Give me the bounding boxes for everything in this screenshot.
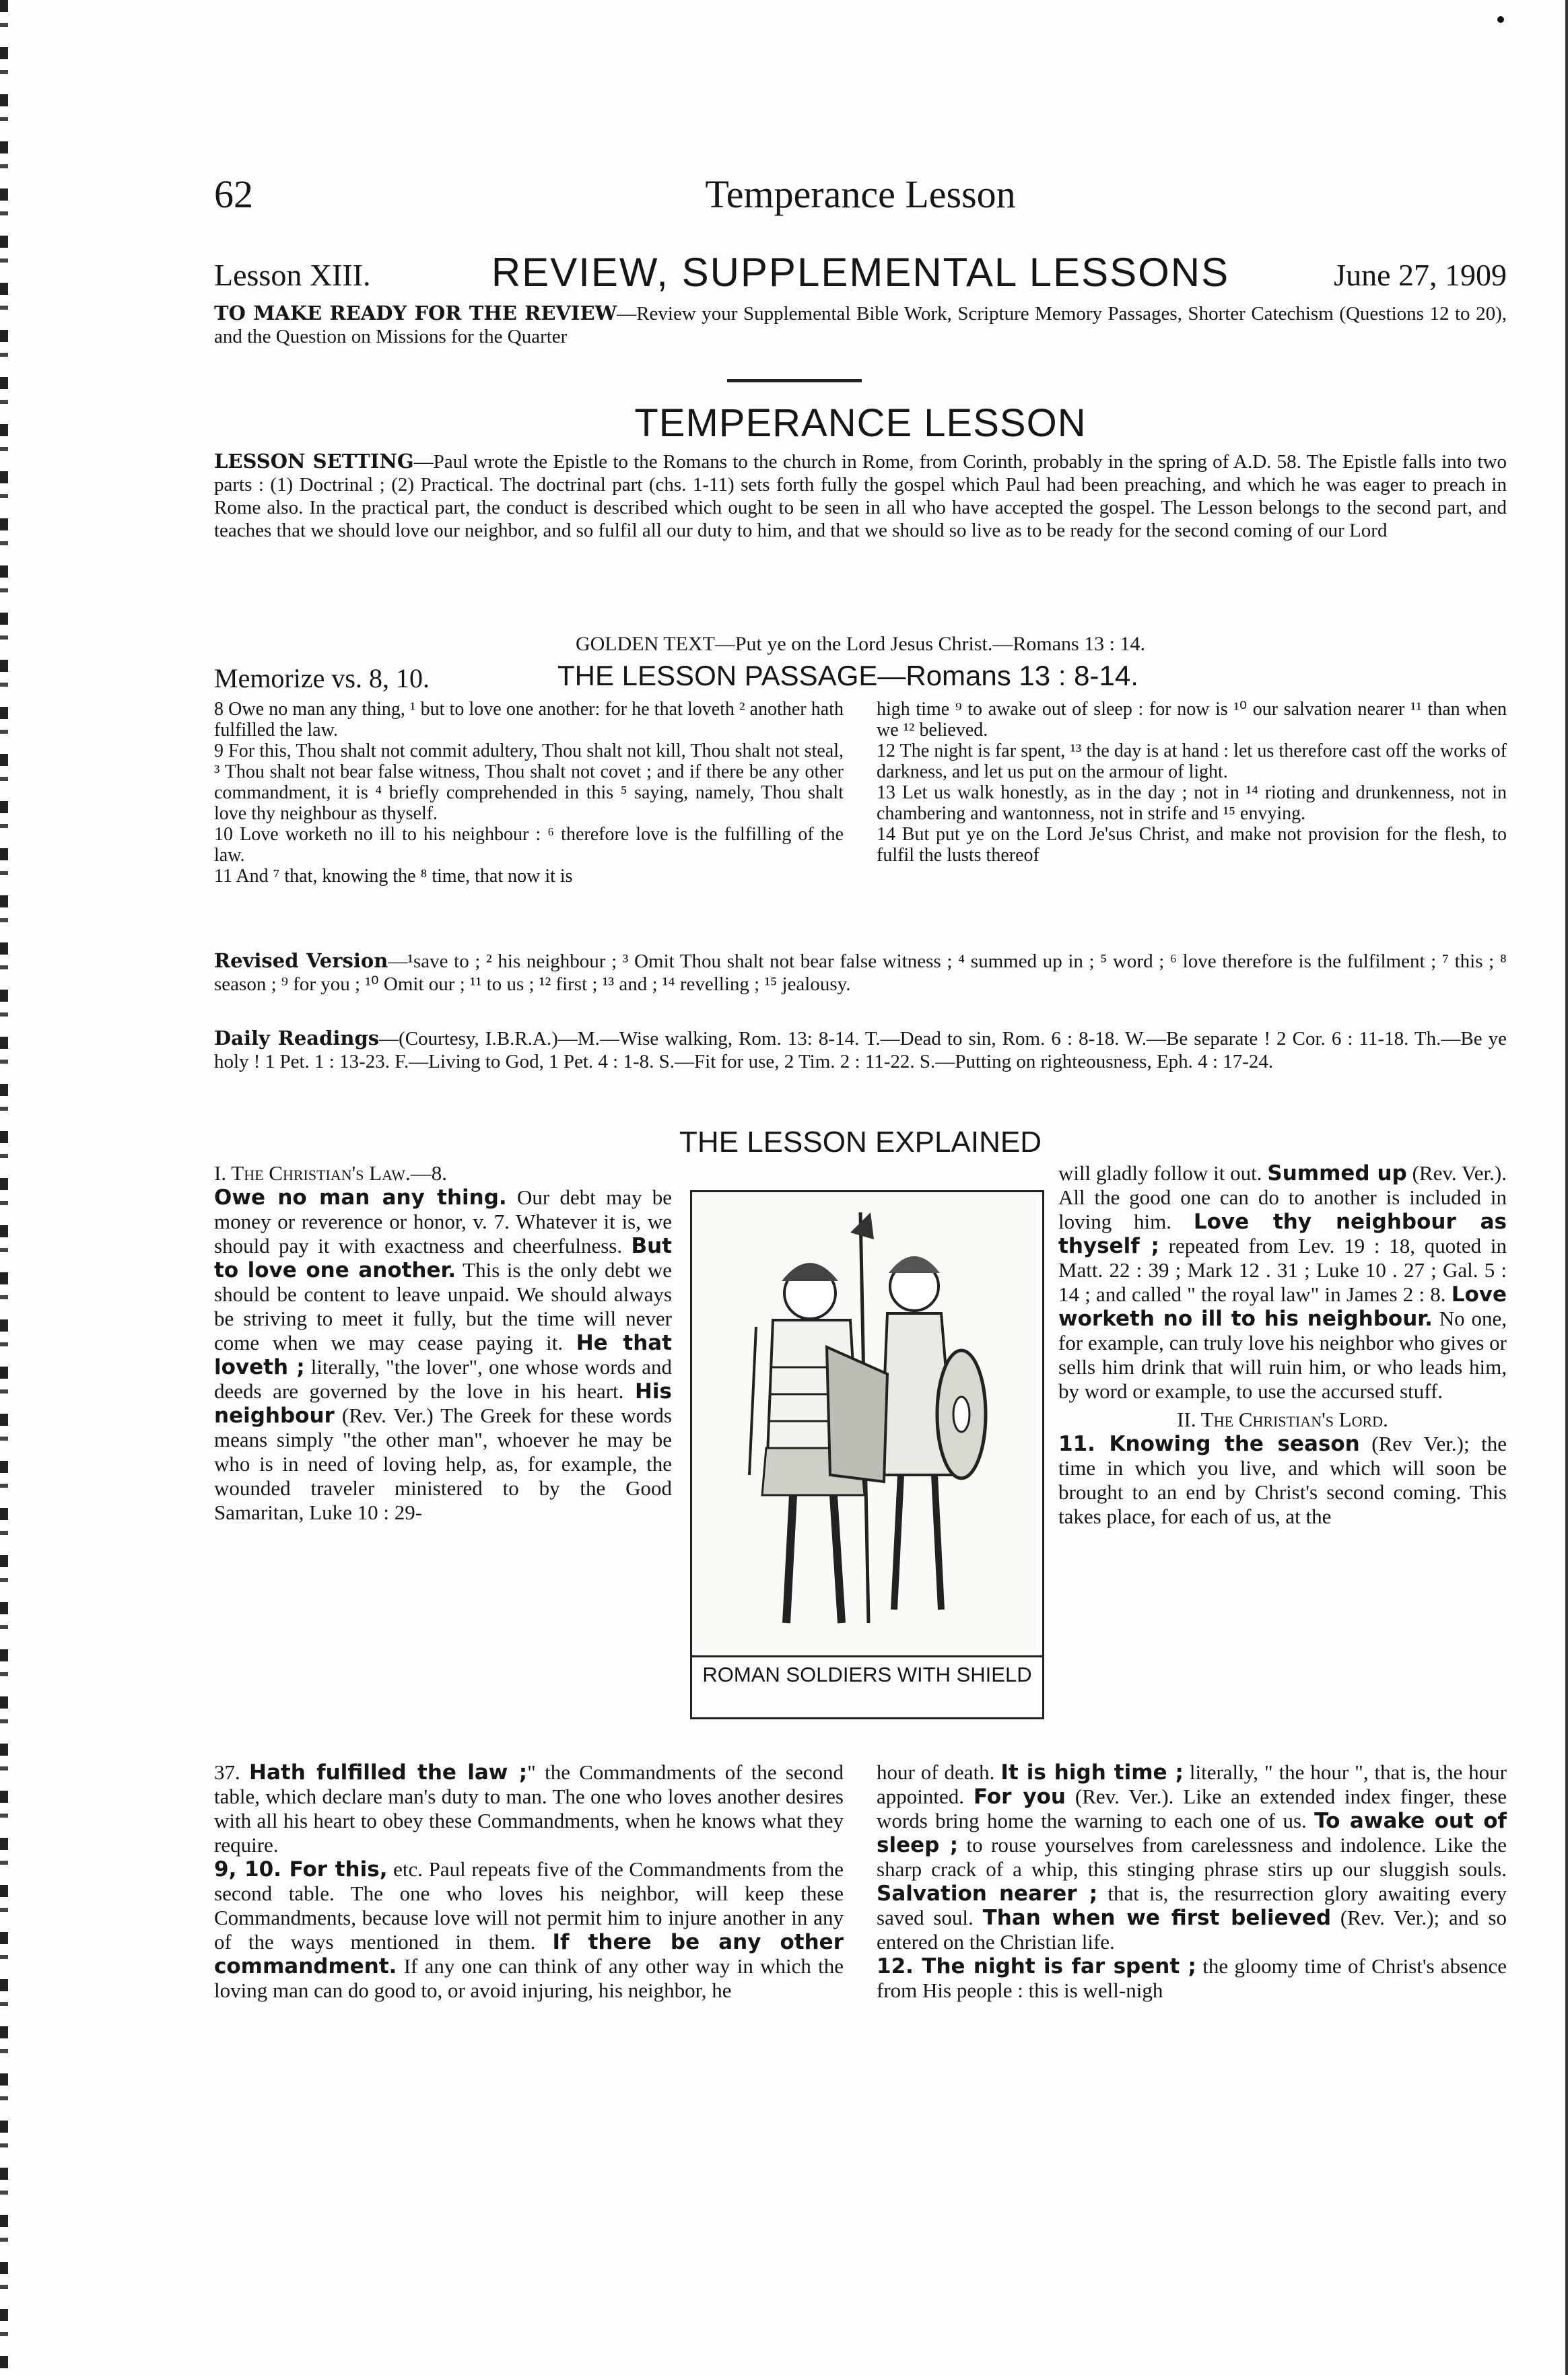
verse-13: 13 Let us walk honestly, as in the day ; not in ¹⁴ rioting and drunkenness, not in chambering and wantonness, not in strife and ¹⁵ envying. bbox=[877, 782, 1507, 824]
explained-left-column bbox=[214, 1161, 672, 1525]
verse-12: 12 The night is far spent, ¹³ the day is at hand : let us therefore cast off the works of darkness, and let us put on the armour of light. bbox=[877, 741, 1507, 782]
explained-bottom-right bbox=[877, 1760, 1507, 2003]
explained-right-column bbox=[1058, 1161, 1507, 1529]
verse-9: 9 For this, Thou shalt not commit adultery, Thou shalt not kill, Thou shalt not steal, ³ Thou shalt not bear false witness, Thou shalt not covet ; and if there be any other commandment, it is ⁴ briefly comprehended in this ⁵ saying, namely, Thou shalt love thy neighbour as thyself. bbox=[214, 741, 844, 824]
section-2-heading: II. The Christian's Lord. bbox=[1177, 1408, 1388, 1431]
passage-right-column bbox=[877, 699, 1507, 866]
daily-readings bbox=[214, 1027, 1507, 1073]
roman-soldiers-illustration bbox=[692, 1192, 1038, 1650]
note-knowing-the-season: 11. Knowing the season (Rev Ver.); the time in which you live, and which will soon be brought to an end by Christ's second coming. This takes place, for each of us, at the bbox=[1058, 1432, 1507, 1528]
memorize-note: Memorize vs. 8, 10. bbox=[214, 663, 430, 693]
explained-bottom-left bbox=[214, 1760, 844, 2003]
scan-speck bbox=[1497, 16, 1504, 23]
note-owe-no-man: Owe no man any thing. Our debt may be money or reverence or honor, v. 7. Whatever it is, we should pay it with exactness and cheerfulness. But to love one another. This is the only debt we should be content to leave unpaid. We should always be striving to meet it fully, but the time will never come when we may cease paying it. He that loveth ; literally, "the lover", one whose words and deeds are governed by the love in his heart. His neighbour (Rev. Ver.) The Greek for these words means simply "the other man", whoever he may be who is in need of loving help, as, for example, the wounded traveler ministered to by the Good Samaritan, Luke 10 : 29- bbox=[214, 1185, 673, 1524]
revised-version bbox=[214, 949, 1507, 996]
note-summed-up: will gladly follow it out. Summed up (Rev. Ver.). All the good one can do to another is included in loving him. Love thy neighbour as thyself ; repeated from Lev. 19 : 18, quoted in Matt. 22 : 39 ; Mark 12 . 31 ; Luke 10 . 27 ; Gal. 5 : 14 ; and called " the royal law" in James 2 : 8. Love worketh no ill to his neighbour. No one, for example, can truly love his neighbor who gives or sells him drink that will ruin him, or who leads him, by word or example, to use the accursed stuff. bbox=[1058, 1161, 1507, 1403]
passage-heading: THE LESSON PASSAGE—Romans 13 : 8-14. bbox=[557, 660, 1138, 691]
setting-text: —Paul wrote the Epistle to the Romans to the church in Rome, from Corinth, probably in the spring of A.D. 58. The Epistle falls into two parts : (1) Doctrinal ; (2) Practical. The doctrinal part (chs. 1-11) sets forth fully the gospel which Paul had been preaching, and which he was eager to preach in Rome also. In the practical part, the conduct is described which ought to be seen in all who have accepted the gospel. The Lesson belongs to the second part, and teaches that we should love our neighbor, and so fulfil all our duty to him, and that we should so live as to be ready for the second coming of our Lord bbox=[214, 451, 1507, 541]
divider-rule bbox=[727, 379, 862, 382]
lesson-setting bbox=[214, 450, 1507, 542]
setting-label: LESSON SETTING bbox=[214, 450, 414, 473]
review-lead: TO MAKE READY FOR THE REVIEW bbox=[214, 302, 617, 324]
daily-label: Daily Readings bbox=[214, 1027, 380, 1049]
running-head bbox=[214, 172, 1507, 219]
lesson-number: Lesson XIII. bbox=[214, 258, 371, 292]
passage-left-column bbox=[214, 699, 844, 887]
lesson-line bbox=[214, 249, 1507, 296]
review-text: —Review your Supplemental Bible Work, Scripture Memory Passages, Shorter Catechism (Questions 12 to 20), and the Question on Missions for the Quarter bbox=[214, 303, 1507, 347]
temperance-heading: TEMPERANCE LESSON bbox=[634, 401, 1087, 445]
figure-caption: ROMAN SOLDIERS WITH SHIELD bbox=[692, 1655, 1042, 1717]
scan-right-edge bbox=[1565, 0, 1568, 2375]
lesson-title: REVIEW, SUPPLEMENTAL LESSONS bbox=[491, 250, 1230, 295]
lesson-date: June 27, 1909 bbox=[1334, 258, 1507, 292]
note-night-far-spent: 12. The night is far spent ; the gloomy time of Christ's absence from His people : this is well-nigh bbox=[877, 1954, 1507, 2002]
review-instructions bbox=[214, 302, 1507, 348]
note-for-this: 9, 10. For this, etc. Paul repeats five of the Commandments from the second table. The one who loves his neighbor, will keep these Commandments, because love will not permit him to injure another in any of the ways mentioned in them. If there be any other commandment. If any one can think of any other way in which the loving man can do good to, or avoid injuring, his neighbor, he bbox=[214, 1857, 844, 2002]
verse-8: 8 Owe no man any thing, ¹ but to love one another: for he that loveth ² another hath fulfilled the law. bbox=[214, 699, 844, 741]
passage-header bbox=[214, 660, 1507, 693]
page-number: 62 bbox=[214, 172, 253, 216]
note-hath-fulfilled: 37. Hath fulfilled the law ;" the Commandments of the second table, which declare man's duty to man. The one who loves another desires with all his heart to obey these Commandments, when he knows what they require. bbox=[214, 1760, 844, 1857]
daily-text: —(Courtesy, I.B.R.A.)—M.—Wise walking, Rom. 13: 8-14. T.—Dead to sin, Rom. 6 : 8-18. W.—Be separate ! 2 Cor. 6 : 11-18. Th.—Be ye holy ! 1 Pet. 1 : 13-23. F.—Living to God, 1 Pet. 4 : 1-8. S.—Fit for use, 2 Tim. 2 : 11-22. S.—Putting on righteousness, Eph. 4 : 17-24. bbox=[214, 1028, 1507, 1072]
explained-heading: THE LESSON EXPLAINED bbox=[679, 1126, 1042, 1159]
verse-11: 11 And ⁷ that, knowing the ⁸ time, that now it is bbox=[214, 866, 573, 887]
revised-label: Revised Version bbox=[214, 949, 388, 972]
section-1-heading: I. The Christian's Law.—8. bbox=[214, 1161, 448, 1185]
verse-11-cont: high time ⁹ to awake out of sleep : for now is ¹⁰ our salvation nearer ¹¹ than when we ¹² believed. bbox=[877, 699, 1507, 741]
revised-text: —¹save to ; ² his neighbour ; ³ Omit Thou shalt not bear false witness ; ⁴ summed up in ; ⁵ word ; ⁶ love therefore is the fulfilment ; ⁷ this ; ⁸ season ; ⁹ for you ; ¹⁰ Omit our ; ¹¹ to us ; ¹² first ; ¹³ and ; ¹⁴ revelling ; ¹⁵ jealousy. bbox=[214, 951, 1507, 995]
verse-14: 14 But put ye on the Lord Je'sus Christ, and make not provision for the flesh, to fulfil the lusts thereof bbox=[877, 824, 1507, 866]
golden-text: GOLDEN TEXT—Put ye on the Lord Jesus Christ.—Romans 13 : 14. bbox=[575, 633, 1146, 655]
roman-soldiers-figure bbox=[690, 1190, 1044, 1719]
running-title: Temperance Lesson bbox=[705, 172, 1016, 216]
verse-10: 10 Love worketh no ill to his neighbour : ⁶ therefore love is the fulfilling of the law. bbox=[214, 824, 844, 866]
scan-left-edge bbox=[0, 0, 8, 2375]
note-high-time: hour of death. It is high time ; literally, " the hour ", that is, the hour appointed. For you (Rev. Ver.). Like an extended index finger, these words bring home the warning to each one of us. To awake out of sleep ; to rouse yourselves from carelessness and indolence. Like the sharp crack of a whip, this stinging phrase stirs up our sluggish souls. Salvation nearer ; that is, the resurrection glory awaiting every saved soul. Than when we first believed (Rev. Ver.); and so entered on the Christian life. bbox=[877, 1760, 1507, 1954]
